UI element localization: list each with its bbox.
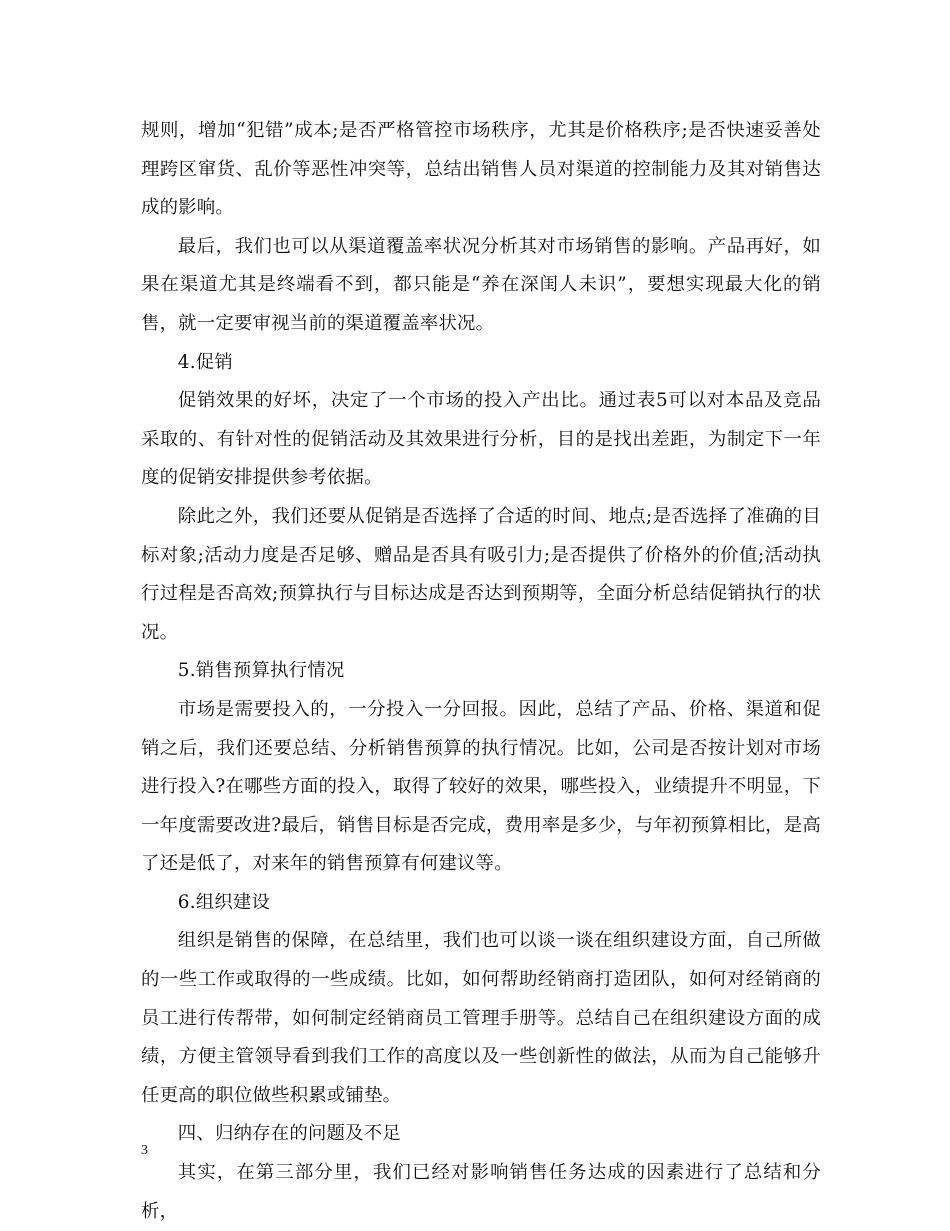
section-heading-budget: 5.销售预算执行情况 <box>177 660 345 682</box>
paragraph-1: 规则，增加“犯错”成本;是否严格管控市场秩序，尤其是价格秩序;是否快速妥善处理跨区窜货、乱价等恶性冲突等，总结出销售人员对渠道的控制能力及其对销售达成的影响。 <box>141 120 821 219</box>
section-heading-organization: 6.组织建设 <box>177 891 271 913</box>
paragraph-7: 市场是需要投入的，一分投入一分回报。因此，总结了产品、价格、渠道和促销之后，我们还要总结、分析销售预算的执行情况。比如，公司是否按计划对市场进行投入?在哪些方面的投入，取得了较好的效果，哪些投入，业绩提升不明显，下一年度需要改进?最后，销售目标是否完成，费用率是多少，与年初预算相比，是高了还是低了，对来年的销售预算有何建议等。 <box>141 698 821 875</box>
paragraph-5: 除此之外，我们还要从促销是否选择了合适的时间、地点;是否选择了准确的目标对象;活动力度是否足够、赠品是否具有吸引力;是否提供了价格外的价值;活动执行过程是否高效;预算执行与目标达成是否达到预期等，全面分析总结促销执行的状况。 <box>141 505 821 643</box>
paragraph-11: 其实，在第三部分里，我们已经对影响销售任务达成的因素进行了总结和分析， <box>141 1162 821 1222</box>
page-number: 3 <box>141 1143 148 1158</box>
section-heading-promotion: 4.促销 <box>177 351 233 373</box>
paragraph-4: 促销效果的好坏，决定了一个市场的投入产出比。通过表5可以对本品及竞品采取的、有针对性的促销活动及其效果进行分析，目的是找出差距，为制定下一年度的促销安排提供参考依据。 <box>141 390 821 489</box>
section-heading-problems: 四、归纳存在的问题及不足 <box>177 1123 401 1145</box>
paragraph-2: 最后，我们也可以从渠道覆盖率状况分析其对市场销售的影响。产品再好，如果在渠道尤其是终端看不到，都只能是“养在深闺人未识”，要想实现最大化的销售，就一定要审视当前的渠道覆盖率状况。 <box>141 235 821 334</box>
paragraph-9: 组织是销售的保障，在总结里，我们也可以谈一谈在组织建设方面，自己所做的一些工作或取得的一些成绩。比如，如何帮助经销商打造团队，如何对经销商的员工进行传帮带，如何制定经销商员工管理手册等。总结自己在组织建设方面的成绩，方便主管领导看到我们工作的高度以及一些创新性的做法，从而为自己能够升任更高的职位做些积累或铺垫。 <box>141 930 821 1106</box>
document-page <box>141 112 821 1231</box>
